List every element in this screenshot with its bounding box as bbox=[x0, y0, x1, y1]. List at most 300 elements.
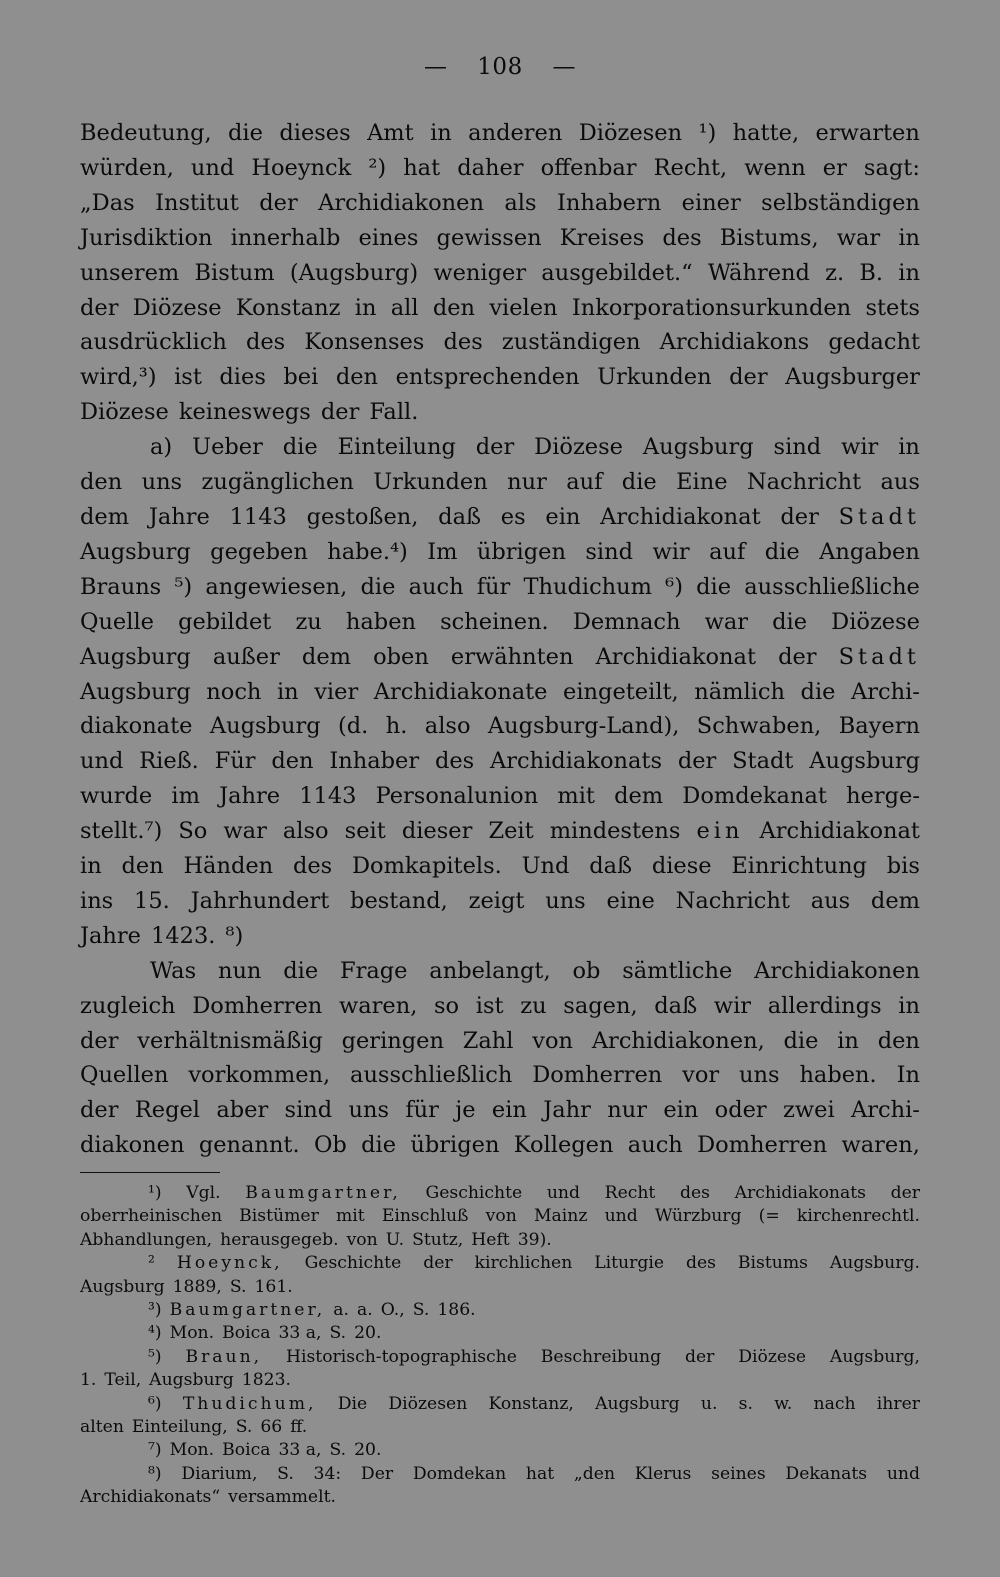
word: ins bbox=[80, 887, 114, 914]
word: Einschluß bbox=[381, 1206, 469, 1227]
word: w. bbox=[774, 1393, 793, 1414]
word: den bbox=[271, 748, 314, 775]
text-line bbox=[80, 1024, 920, 1059]
word: Konstanz, bbox=[488, 1393, 574, 1414]
word: innerhalb bbox=[230, 224, 341, 251]
word: „den bbox=[573, 1463, 616, 1484]
word: gebildet bbox=[178, 608, 272, 635]
word: der bbox=[423, 1253, 453, 1274]
word: stellt.⁷) bbox=[80, 818, 163, 845]
word: von bbox=[532, 1027, 574, 1054]
word: Diözese bbox=[831, 608, 920, 635]
word: die bbox=[228, 120, 263, 146]
word: Regel bbox=[134, 1097, 200, 1124]
word: „Das bbox=[80, 189, 135, 216]
word: vielen bbox=[489, 294, 558, 321]
word: herge- bbox=[846, 783, 920, 810]
footnote-line bbox=[80, 1346, 920, 1369]
word: die bbox=[772, 608, 808, 635]
word: Institut bbox=[155, 189, 239, 216]
word: aus bbox=[810, 887, 851, 914]
word: Händen bbox=[183, 853, 274, 880]
word: Domdekanat bbox=[682, 783, 827, 810]
word: den bbox=[432, 294, 476, 321]
word: gegeben bbox=[210, 538, 308, 565]
word: auf bbox=[709, 538, 746, 565]
word: waren, bbox=[841, 1132, 920, 1159]
word: mit bbox=[335, 1206, 365, 1227]
word: Mon. bbox=[169, 1323, 215, 1344]
word: 1823. bbox=[241, 1370, 291, 1391]
word: ⁷) bbox=[148, 1440, 162, 1461]
word: nämlich bbox=[694, 678, 785, 705]
word: Domdekan bbox=[412, 1463, 507, 1484]
word: in bbox=[898, 224, 920, 251]
text-line bbox=[80, 535, 920, 570]
word: S. bbox=[235, 1417, 253, 1438]
word: Domherren bbox=[192, 992, 323, 1019]
word: Liturgie bbox=[594, 1253, 665, 1274]
word: S. bbox=[329, 1440, 347, 1461]
word: oder bbox=[714, 1097, 767, 1124]
text-line bbox=[80, 465, 920, 500]
word: Die bbox=[337, 1393, 368, 1414]
word: auch bbox=[408, 573, 464, 600]
word: Kollegen bbox=[513, 1132, 614, 1159]
page-header bbox=[0, 54, 1000, 80]
word: ⁴) bbox=[148, 1323, 162, 1344]
word: wird,³) bbox=[80, 364, 157, 391]
word: dem bbox=[301, 643, 351, 670]
word: Demnach bbox=[572, 608, 681, 635]
word: sagen, bbox=[563, 992, 638, 1019]
word: verhältnismäßig bbox=[137, 1027, 323, 1054]
word: der bbox=[80, 294, 119, 321]
word: des bbox=[292, 853, 333, 880]
word: dies bbox=[219, 364, 266, 391]
text-line bbox=[80, 256, 920, 291]
word: Teil, bbox=[104, 1370, 142, 1391]
word: alten bbox=[80, 1417, 124, 1438]
word: des bbox=[685, 1253, 716, 1274]
word: 66 bbox=[260, 1417, 283, 1438]
word: der bbox=[475, 434, 515, 461]
word: sagt: bbox=[863, 154, 920, 181]
word: des bbox=[443, 329, 483, 356]
word: anbelangt, bbox=[429, 957, 551, 984]
word: Recht, bbox=[653, 154, 728, 181]
word: die bbox=[621, 469, 657, 496]
word: Amt bbox=[367, 120, 414, 146]
word: Personalunion bbox=[375, 783, 539, 810]
word: Augsburg bbox=[642, 434, 754, 461]
word: Angaben bbox=[819, 538, 920, 565]
word: Dekanats bbox=[785, 1463, 868, 1484]
word: Stadt bbox=[838, 503, 920, 530]
word: der bbox=[729, 364, 768, 391]
word: habe.⁴) bbox=[327, 538, 408, 565]
word: die bbox=[361, 1132, 397, 1159]
word: Inhaber bbox=[329, 748, 420, 775]
word: oberrheinischen bbox=[80, 1206, 223, 1227]
word: zu bbox=[520, 992, 547, 1019]
word: genannt. bbox=[198, 1132, 300, 1159]
word: Was bbox=[150, 957, 197, 984]
word: O., bbox=[380, 1300, 405, 1321]
word: 39). bbox=[517, 1229, 552, 1250]
word: der bbox=[684, 1346, 715, 1367]
word: (d. bbox=[338, 713, 369, 740]
word: zwei bbox=[783, 1097, 835, 1124]
word: nun bbox=[217, 957, 262, 984]
word: a. bbox=[333, 1300, 349, 1321]
word: übrigen bbox=[476, 538, 566, 565]
word: sind bbox=[773, 434, 822, 461]
word: offenbar bbox=[540, 154, 637, 181]
word: versammelt. bbox=[228, 1487, 336, 1508]
word: 186. bbox=[437, 1300, 476, 1321]
word: als bbox=[504, 189, 537, 216]
word: auf bbox=[566, 469, 603, 496]
word: angewiesen, bbox=[205, 573, 348, 600]
word: zeigt bbox=[468, 887, 525, 914]
word: dieses bbox=[279, 120, 351, 146]
word: ist bbox=[475, 992, 504, 1019]
word: Rieß. bbox=[139, 748, 199, 775]
word: hatte, bbox=[732, 120, 800, 146]
word: zugänglichen bbox=[201, 469, 354, 496]
word: Konsenses bbox=[304, 329, 425, 356]
word: der bbox=[80, 1097, 119, 1124]
word: Diözesen bbox=[578, 120, 683, 146]
word: Abhandlungen, bbox=[80, 1229, 213, 1250]
word: u. bbox=[700, 1393, 718, 1414]
word: ³) bbox=[148, 1300, 162, 1321]
footnote-divider bbox=[80, 1172, 220, 1173]
word: 1. bbox=[80, 1370, 97, 1391]
word: oben bbox=[373, 643, 429, 670]
word: und bbox=[546, 1183, 580, 1203]
word: Einteilung, bbox=[131, 1417, 228, 1438]
word: z. bbox=[825, 259, 845, 286]
footnote-line bbox=[80, 1369, 920, 1392]
text-line bbox=[80, 675, 920, 710]
word: Thudichum bbox=[523, 573, 652, 600]
word: die bbox=[282, 434, 318, 461]
word: war bbox=[704, 608, 749, 635]
word: ob bbox=[572, 957, 601, 984]
word: Augsburg-Land), bbox=[487, 713, 680, 740]
word: ⁵) bbox=[174, 573, 193, 600]
word: Einteilung bbox=[337, 434, 456, 461]
word: Domkapitels. bbox=[351, 853, 502, 880]
text-line bbox=[80, 849, 920, 884]
word: Baumgartner, bbox=[169, 1300, 326, 1321]
word: 15. bbox=[134, 887, 170, 914]
text-line bbox=[80, 989, 920, 1024]
text-line bbox=[80, 360, 920, 395]
word: in bbox=[898, 992, 920, 1019]
footnote-line bbox=[80, 1416, 920, 1439]
word: Quellen bbox=[80, 1062, 169, 1089]
word: Augsburg bbox=[80, 538, 191, 565]
word: der bbox=[677, 748, 717, 775]
word: Augsburger bbox=[785, 364, 920, 391]
word: Archidiakonen bbox=[318, 189, 484, 216]
main-text bbox=[80, 116, 920, 1163]
word: wurde bbox=[80, 783, 153, 810]
word: uns bbox=[141, 469, 183, 496]
word: Brauns bbox=[80, 573, 162, 600]
text-line bbox=[80, 291, 920, 326]
word: sind bbox=[284, 1097, 333, 1124]
word: haben bbox=[345, 608, 417, 635]
word: würden, bbox=[80, 154, 174, 181]
word: Im bbox=[427, 538, 458, 565]
word: die bbox=[360, 573, 396, 600]
word: des bbox=[245, 329, 286, 356]
word: diakonate bbox=[80, 713, 193, 740]
word: in bbox=[430, 120, 452, 146]
word: Heft bbox=[471, 1229, 510, 1250]
word: war bbox=[836, 224, 881, 251]
word: im bbox=[171, 783, 200, 810]
header-dash-left: — bbox=[423, 54, 448, 80]
word: ein bbox=[491, 1097, 527, 1124]
word: Augsburg bbox=[149, 1370, 234, 1391]
word: in bbox=[276, 678, 299, 705]
footnote-line bbox=[80, 1276, 920, 1299]
word: und bbox=[80, 748, 124, 775]
word: (= bbox=[758, 1206, 780, 1227]
word: wenn bbox=[744, 154, 806, 181]
word: Mainz bbox=[533, 1206, 588, 1227]
word: zu bbox=[295, 608, 322, 635]
word: Archidiakonats bbox=[490, 748, 662, 775]
word: ⁶) bbox=[665, 573, 683, 600]
word: Jahr bbox=[543, 1097, 591, 1124]
word: bis bbox=[886, 853, 920, 880]
word: den bbox=[335, 364, 379, 391]
text-line bbox=[80, 1093, 920, 1128]
word: Schwaben, bbox=[696, 713, 822, 740]
word: uns bbox=[348, 1097, 390, 1124]
footnote-line bbox=[80, 1439, 920, 1462]
word: Augsburg bbox=[209, 713, 321, 740]
word: selbständigen bbox=[761, 189, 920, 216]
word: waren, bbox=[338, 992, 418, 1019]
word: Für bbox=[214, 748, 256, 775]
word: Jahre bbox=[80, 922, 141, 949]
word: entsprechenden bbox=[395, 364, 580, 391]
word: ihrer bbox=[876, 1393, 920, 1414]
word: U. bbox=[385, 1229, 405, 1250]
word: all bbox=[390, 294, 419, 321]
text-line bbox=[80, 884, 920, 919]
word: Boica bbox=[222, 1323, 271, 1344]
footnote-line bbox=[80, 1322, 920, 1345]
word: Kreises bbox=[559, 224, 645, 251]
word: Augsburg bbox=[80, 643, 191, 670]
word: vor bbox=[682, 1062, 720, 1089]
word: eines bbox=[358, 224, 419, 251]
word: 1889, bbox=[172, 1276, 222, 1297]
word: Domherren bbox=[697, 1132, 828, 1159]
word: also bbox=[282, 818, 329, 845]
word: kirchenrechtl. bbox=[796, 1206, 920, 1227]
word: mindestens bbox=[549, 818, 681, 845]
word: wir bbox=[652, 538, 690, 565]
word: kirchlichen bbox=[474, 1253, 573, 1274]
word: S. bbox=[277, 1463, 294, 1484]
word: Quelle bbox=[80, 608, 154, 635]
footnote-line bbox=[80, 1463, 920, 1486]
word: stets bbox=[865, 294, 920, 321]
word: dem bbox=[614, 783, 664, 810]
word: ist bbox=[174, 364, 202, 391]
word: Frage bbox=[339, 957, 408, 984]
text-line bbox=[80, 116, 920, 151]
word: den bbox=[121, 853, 164, 880]
word: aus bbox=[880, 469, 920, 496]
word: Stutz, bbox=[412, 1229, 464, 1250]
word: Stadt bbox=[838, 643, 920, 670]
word: 20. bbox=[354, 1440, 382, 1461]
word: Diözese bbox=[132, 294, 222, 321]
word: ⁶) bbox=[148, 1393, 162, 1414]
word: mit bbox=[557, 783, 595, 810]
text-line bbox=[80, 640, 920, 675]
word: des bbox=[434, 748, 475, 775]
word: gewissen bbox=[436, 224, 542, 251]
header-dash-right: — bbox=[552, 54, 577, 80]
word: Diözese bbox=[738, 1346, 807, 1367]
word: der bbox=[890, 1183, 920, 1203]
word: also bbox=[424, 713, 471, 740]
word: sämtliche bbox=[622, 957, 733, 984]
word: Domherren bbox=[532, 1062, 663, 1089]
word: diese bbox=[651, 853, 712, 880]
word: Diözese bbox=[534, 434, 623, 461]
word: eine bbox=[606, 887, 655, 914]
word: ⁸) bbox=[148, 1463, 162, 1484]
word: Stadt bbox=[732, 748, 794, 775]
word: Archidiakonat bbox=[759, 818, 920, 845]
word: ein bbox=[545, 503, 581, 530]
word: 20. bbox=[354, 1323, 382, 1344]
word: Hoeynck bbox=[251, 154, 352, 181]
page-number: 108 bbox=[477, 54, 523, 80]
word: des bbox=[662, 224, 702, 251]
word: nur bbox=[507, 469, 547, 496]
word: anderen bbox=[468, 120, 563, 146]
word: Archidiakonats bbox=[734, 1183, 866, 1203]
word: bei bbox=[283, 364, 319, 391]
word: Augsburg bbox=[809, 748, 920, 775]
word: der bbox=[259, 189, 298, 216]
text-line bbox=[80, 570, 920, 605]
word: Hoeynck, bbox=[176, 1253, 283, 1274]
word: bestand, bbox=[350, 887, 448, 914]
word: wir bbox=[713, 992, 752, 1019]
word: Historisch-topographische bbox=[286, 1346, 517, 1367]
word: 34: bbox=[313, 1463, 342, 1484]
word: S. bbox=[412, 1300, 430, 1321]
word: der bbox=[80, 1027, 119, 1054]
word: Bistums, bbox=[719, 224, 819, 251]
word: in bbox=[898, 434, 920, 461]
word: einer bbox=[681, 189, 741, 216]
word: Augsburg, bbox=[829, 1346, 920, 1367]
word: Ueber bbox=[192, 434, 263, 461]
word: Geschichte bbox=[425, 1183, 523, 1203]
word: Bistums bbox=[737, 1253, 808, 1274]
word: Während bbox=[707, 259, 810, 286]
word: Der bbox=[360, 1463, 394, 1484]
word: der bbox=[778, 643, 817, 670]
word: Urkunden bbox=[597, 364, 712, 391]
word: Jahre bbox=[219, 783, 281, 810]
word: uns bbox=[739, 1062, 780, 1089]
word: die bbox=[800, 678, 836, 705]
word: Augsburg bbox=[595, 1393, 680, 1414]
word: Klerus bbox=[634, 1463, 692, 1484]
word: Diarium, bbox=[181, 1463, 258, 1484]
word: weniger bbox=[433, 259, 527, 286]
word: Beschreibung bbox=[540, 1346, 662, 1367]
word: Mon. bbox=[169, 1440, 215, 1461]
word: Bistum bbox=[194, 259, 275, 286]
word: ausschließlich bbox=[350, 1062, 513, 1089]
word: Fall. bbox=[369, 399, 419, 426]
word: Und bbox=[521, 853, 570, 880]
text-line bbox=[80, 919, 920, 954]
word: Archidiakons bbox=[659, 329, 810, 356]
word: in bbox=[354, 294, 377, 321]
word: unserem bbox=[80, 259, 180, 286]
word: So bbox=[178, 818, 208, 845]
word: die bbox=[696, 573, 732, 600]
word: erwarten bbox=[815, 120, 920, 146]
word: dieser bbox=[401, 818, 473, 845]
word: sind bbox=[585, 538, 634, 565]
word: Archidiakonate bbox=[373, 678, 548, 705]
word: erwähnten bbox=[450, 643, 574, 670]
word: 161. bbox=[254, 1276, 293, 1297]
text-line bbox=[80, 814, 920, 849]
footnote-line bbox=[80, 1393, 920, 1416]
word: Urkunden bbox=[373, 469, 488, 496]
word: Archidiakonat bbox=[595, 643, 756, 670]
word: ¹) bbox=[148, 1183, 162, 1203]
word: ⁸) bbox=[225, 922, 244, 949]
text-line bbox=[80, 430, 920, 465]
word: dem bbox=[80, 503, 130, 530]
word: 33 a, bbox=[278, 1323, 322, 1344]
word: ¹) bbox=[698, 120, 717, 146]
word: ²) bbox=[368, 154, 387, 181]
word: B. bbox=[859, 259, 884, 286]
word: diakonen bbox=[80, 1132, 185, 1159]
word: ² bbox=[148, 1253, 155, 1274]
word: in bbox=[837, 1027, 859, 1054]
word: Jahre bbox=[148, 503, 210, 530]
word: 1143 bbox=[299, 783, 357, 810]
word: übrigen bbox=[410, 1132, 500, 1159]
word: Archidiakonat bbox=[600, 503, 761, 530]
word: war bbox=[223, 818, 267, 845]
word: auch bbox=[627, 1132, 683, 1159]
